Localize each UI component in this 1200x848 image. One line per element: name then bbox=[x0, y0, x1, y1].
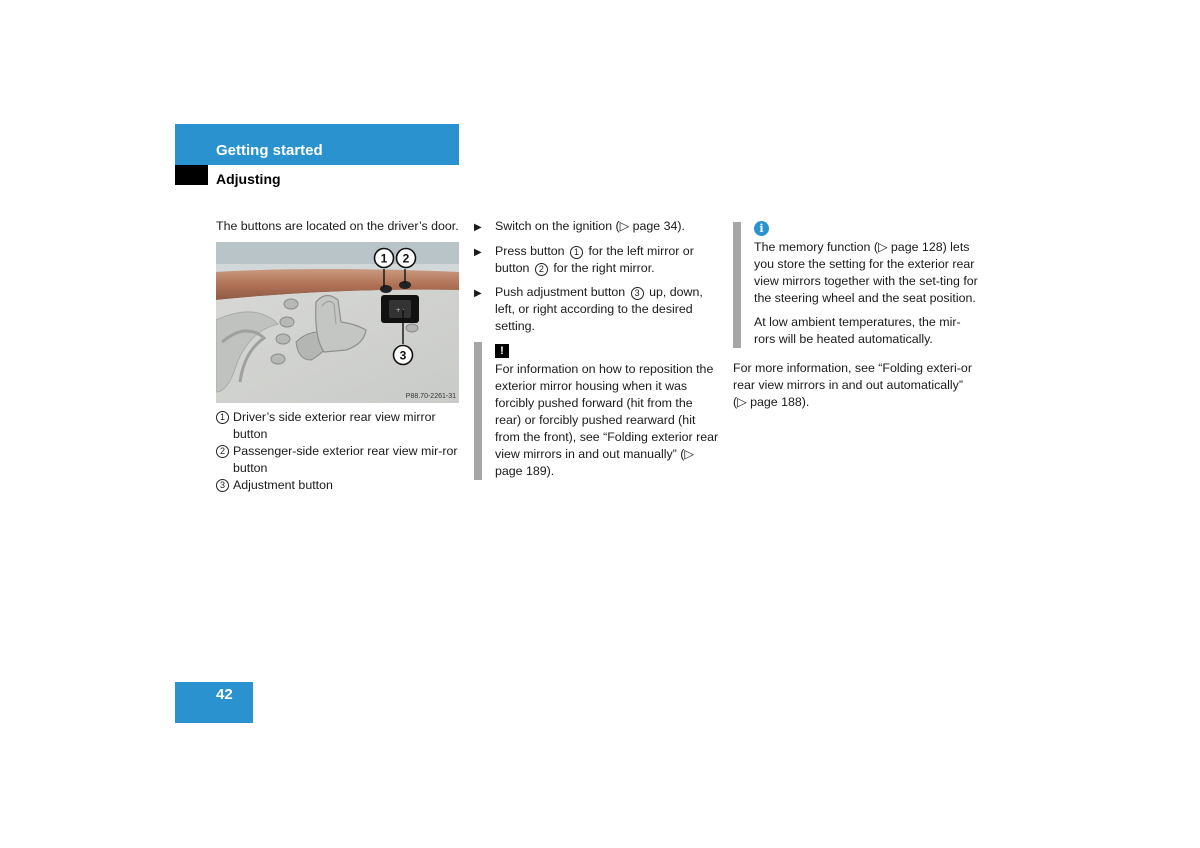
legend-item bbox=[216, 409, 459, 443]
warning-text: For information on how to reposition the exterior mirror housing when it was forcibly pushed forward (hit from the rear) or forcibly pushed rearward (hit from the front), see “Folding exterior rear view mirrors in and out manually” (▷ page 189). bbox=[495, 362, 719, 478]
door-panel-figure bbox=[216, 242, 459, 403]
legend-text-1: Driver’s side exterior rear view mirror button bbox=[233, 410, 436, 441]
callout-3-label: 3 bbox=[399, 348, 407, 363]
legend-item bbox=[216, 443, 459, 477]
legend-number-3: 3 bbox=[216, 479, 229, 492]
intro-text: The buttons are located on the driver’s door. bbox=[216, 219, 459, 233]
legend-text-2: Passenger-side exterior rear view mir-ror button bbox=[233, 444, 458, 475]
warning-note bbox=[474, 342, 719, 480]
more-info-text: For more information, see “Folding exteri-or rear view mirrors in and out automatically” (▷ page 188). bbox=[733, 361, 972, 409]
svg-text:+ ·: + · bbox=[395, 307, 405, 314]
note-bar bbox=[474, 342, 482, 480]
instruction-step bbox=[474, 243, 719, 277]
step-2-part-b: for the left mirror or button bbox=[495, 244, 694, 275]
subsection-title: Adjusting bbox=[216, 171, 281, 187]
warning-icon: ! bbox=[495, 344, 509, 358]
door-panel-illustration bbox=[216, 242, 459, 403]
step-arrow-icon: ▶ bbox=[474, 288, 482, 299]
info-text-2: At low ambient temperatures, the mir-rors will be heated automatically. bbox=[754, 315, 961, 346]
step-arrow-icon: ▶ bbox=[474, 222, 482, 233]
step-3-part-b: up, down, left, or right according to the desired setting. bbox=[495, 285, 703, 333]
step-3-part-a: Push adjustment button bbox=[495, 285, 626, 299]
section-tab-marker bbox=[175, 165, 208, 185]
page-number-box bbox=[175, 682, 253, 723]
inline-number-1: 1 bbox=[570, 246, 583, 259]
step-2-part-a: Press button bbox=[495, 244, 565, 258]
step-arrow-icon: ▶ bbox=[474, 247, 482, 258]
column-right bbox=[733, 218, 978, 411]
step-2-part-c: for the right mirror. bbox=[553, 261, 655, 275]
legend-number-1: 1 bbox=[216, 411, 229, 424]
column-middle bbox=[474, 218, 719, 480]
callout-1-label: 1 bbox=[380, 251, 388, 266]
inline-number-3: 3 bbox=[631, 287, 644, 300]
legend-item bbox=[216, 477, 459, 494]
page-number: 42 bbox=[216, 686, 233, 703]
callout-2-label: 2 bbox=[402, 251, 410, 266]
legend-text-3: Adjustment button bbox=[233, 478, 333, 492]
info-note bbox=[733, 218, 978, 348]
inline-number-2: 2 bbox=[535, 263, 548, 276]
column-left bbox=[216, 218, 459, 494]
section-title: Getting started bbox=[216, 142, 323, 159]
step-text-2 bbox=[495, 243, 719, 277]
instruction-step bbox=[474, 218, 719, 236]
figure-code: P88.70-2261-31 bbox=[405, 393, 456, 400]
note-bar bbox=[733, 222, 741, 348]
legend-number-2: 2 bbox=[216, 445, 229, 458]
info-icon: i bbox=[754, 221, 769, 236]
step-text-3 bbox=[495, 284, 719, 335]
instruction-step bbox=[474, 284, 719, 335]
step-text-1: Switch on the ignition (▷ page 34). bbox=[495, 219, 685, 233]
info-text-1: The memory function (▷ page 128) lets you store the setting for the exterior rear view mirrors together with the set-ting for the steering wheel and the seat position. bbox=[754, 240, 978, 305]
